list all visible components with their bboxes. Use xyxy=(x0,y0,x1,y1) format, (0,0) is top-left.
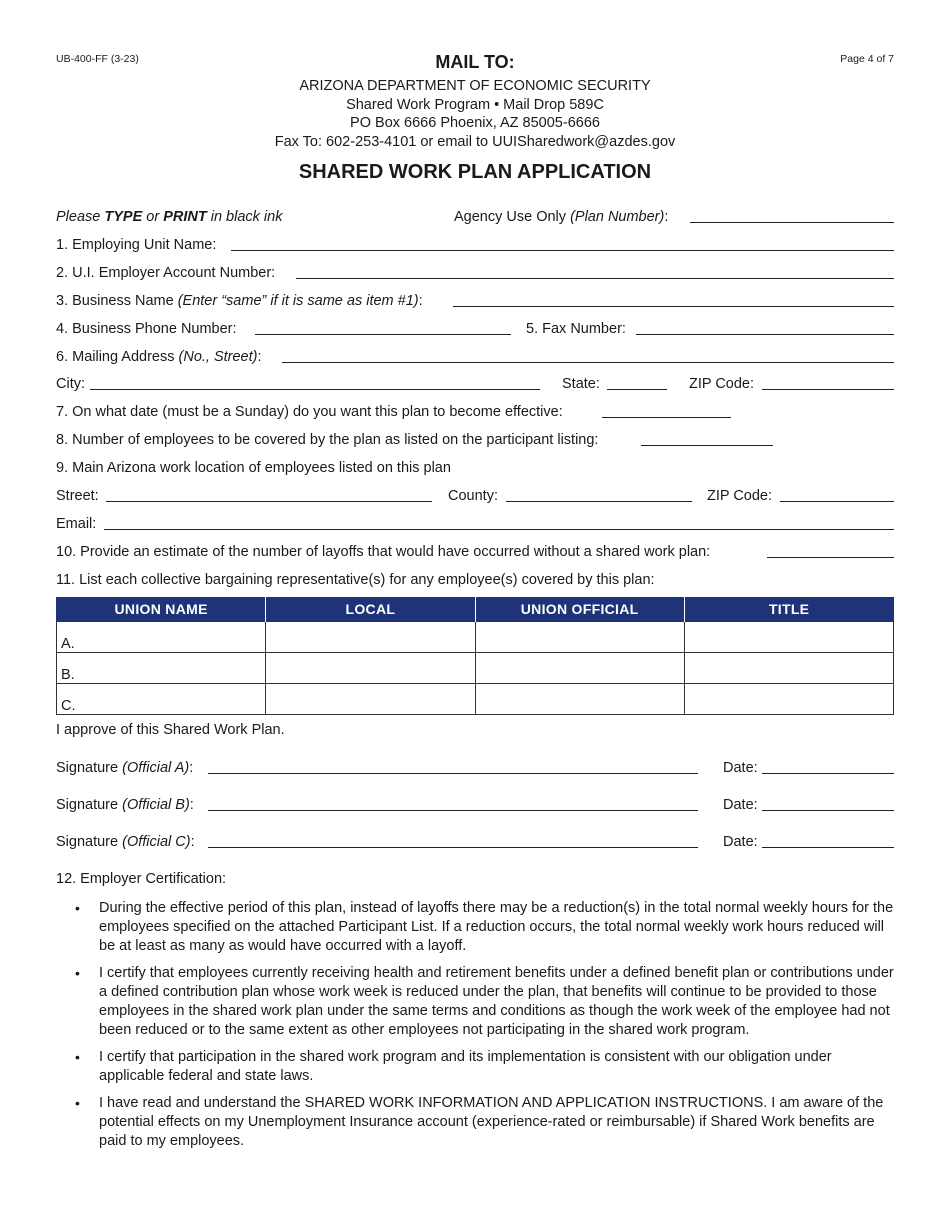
work-location-label: 9. Main Arizona work location of employees listed on this plan xyxy=(56,460,451,476)
account-number-field[interactable] xyxy=(296,263,894,279)
union-name-cell[interactable]: B. xyxy=(57,653,266,684)
form-code: UB-400-FF (3-23) xyxy=(56,53,139,65)
business-phone-label: 4. Business Phone Number: xyxy=(56,321,237,337)
email-field[interactable] xyxy=(104,514,894,530)
layoffs-estimate-row xyxy=(56,542,894,562)
approval-text: I approve of this Shared Work Plan. xyxy=(56,722,285,738)
city-field[interactable] xyxy=(90,374,540,390)
date-c-label: Date: xyxy=(723,834,758,850)
instructions-row xyxy=(56,207,894,227)
mail-to-heading: MAIL TO: xyxy=(435,52,515,72)
list-item xyxy=(56,1048,894,1086)
col-union-name: UNION NAME xyxy=(57,597,266,622)
bullet-icon: • xyxy=(75,1049,80,1065)
state-field[interactable] xyxy=(607,374,667,390)
union-name-cell[interactable]: C. xyxy=(57,684,266,715)
mailing-address-label: 6. Mailing Address (No., Street): xyxy=(56,349,262,365)
effective-date-label: 7. On what date (must be a Sunday) do you want this plan to become effective: xyxy=(56,404,563,420)
list-item xyxy=(56,964,894,1040)
account-number-row xyxy=(56,263,894,283)
signature-b-label: Signature (Official B): xyxy=(56,797,194,813)
email-label: Email: xyxy=(56,516,97,532)
agency-use-label: Agency Use Only (Plan Number): xyxy=(454,209,669,225)
certification-text: I have read and understand the SHARED WORK INFORMATION AND APPLICATION INSTRUCTIONS. I am aware of the potential effects on my Unemployment Insurance account (experience-rated or reimbursable) if Shared Work benefits are paid to my employees. xyxy=(99,1095,884,1149)
signature-c-label: Signature (Official C): xyxy=(56,834,195,850)
union-name-cell[interactable]: A. xyxy=(57,622,266,653)
signature-row-b xyxy=(56,795,894,815)
effective-date-row xyxy=(56,402,894,422)
bullet-icon: • xyxy=(75,965,80,981)
page-title: SHARED WORK PLAN APPLICATION xyxy=(298,161,652,183)
title-cell[interactable] xyxy=(684,653,893,684)
zip2-field[interactable] xyxy=(780,486,894,502)
program-line: Shared Work Program • Mail Drop 589C xyxy=(346,96,604,113)
title-cell[interactable] xyxy=(684,684,893,715)
agency-name: ARIZONA DEPARTMENT OF ECONOMIC SECURITY xyxy=(299,78,651,94)
layoffs-estimate-field[interactable] xyxy=(767,542,894,558)
fax-number-field[interactable] xyxy=(636,319,894,335)
work-location-row xyxy=(56,458,894,478)
business-name-field[interactable] xyxy=(453,291,894,307)
signature-row-c xyxy=(56,832,894,852)
table-row xyxy=(57,622,894,653)
street-label: Street: xyxy=(56,488,99,504)
list-item xyxy=(56,1094,894,1151)
col-union-official: UNION OFFICIAL xyxy=(475,597,684,622)
city-label: City: xyxy=(56,376,85,392)
list-item xyxy=(56,899,894,956)
business-phone-field[interactable] xyxy=(255,319,511,335)
signature-a-field[interactable] xyxy=(208,758,698,774)
effective-date-field[interactable] xyxy=(602,402,731,418)
employing-unit-label: 1. Employing Unit Name: xyxy=(56,237,217,253)
zip2-label: ZIP Code: xyxy=(707,488,773,504)
certification-heading xyxy=(56,869,894,889)
date-c-field[interactable] xyxy=(762,832,894,848)
bargaining-rep-row xyxy=(56,570,894,590)
table-row xyxy=(57,684,894,715)
certification-heading-text: 12. Employer Certification: xyxy=(56,871,227,887)
signature-a-label: Signature (Official A): xyxy=(56,760,194,776)
union-official-cell[interactable] xyxy=(475,622,684,653)
local-cell[interactable] xyxy=(266,653,475,684)
mailing-address-field[interactable] xyxy=(282,347,894,363)
fax-email-line: Fax To: 602-253-4101 or email to UUISharedwork@azdes.gov xyxy=(274,134,676,151)
business-name-label: 3. Business Name (Enter “same” if it is same as item #1): xyxy=(56,293,423,309)
zip-field[interactable] xyxy=(762,374,894,390)
table-row xyxy=(57,653,894,684)
local-cell[interactable] xyxy=(266,622,475,653)
layoffs-estimate-label: 10. Provide an estimate of the number of layoffs that would have occurred without a shared work plan: xyxy=(56,544,711,560)
bullet-icon: • xyxy=(75,1095,80,1111)
title-cell[interactable] xyxy=(684,622,893,653)
union-official-cell[interactable] xyxy=(475,684,684,715)
date-a-field[interactable] xyxy=(762,758,894,774)
zip-label: ZIP Code: xyxy=(689,376,755,392)
county-label: County: xyxy=(448,488,498,504)
certification-list xyxy=(56,899,894,1159)
state-label: State: xyxy=(562,376,600,392)
union-table xyxy=(56,597,894,715)
employee-count-row xyxy=(56,430,894,450)
ink-instructions: Please TYPE or PRINT in black ink xyxy=(56,209,283,225)
date-a-label: Date: xyxy=(723,760,758,776)
business-name-row xyxy=(56,291,894,311)
signature-row-a xyxy=(56,758,894,778)
certification-text: I certify that participation in the shared work program and its implementation is consistent with our obligation under applicable federal and state laws. xyxy=(99,1049,832,1084)
mailing-address-row xyxy=(56,347,894,367)
bullet-icon: • xyxy=(75,900,80,916)
col-local: LOCAL xyxy=(266,597,475,622)
certification-text: I certify that employees currently receiving health and retirement benefits under a defined benefit plan or contributions under a defined contribution plan whose work week is reduced under the plan, that benefits will continue to be provided to those employees in the shared work plan under the same terms and conditions as though the work week of the employee had not been reduced or to the same extent as other employees not participating in the shared work program. xyxy=(99,965,894,1038)
street-county-zip-row xyxy=(56,486,894,506)
city-state-zip-row xyxy=(56,374,894,394)
street-field[interactable] xyxy=(106,486,432,502)
page-number: Page 4 of 7 xyxy=(840,53,894,65)
employee-count-field[interactable] xyxy=(641,430,773,446)
approval-statement xyxy=(56,720,894,740)
fax-number-label: 5. Fax Number: xyxy=(526,321,626,337)
account-number-label: 2. U.I. Employer Account Number: xyxy=(56,265,276,281)
signature-c-field[interactable] xyxy=(208,832,698,848)
col-title: TITLE xyxy=(684,597,893,622)
local-cell[interactable] xyxy=(266,684,475,715)
union-official-cell[interactable] xyxy=(475,653,684,684)
employing-unit-row xyxy=(56,235,894,255)
signature-b-field[interactable] xyxy=(208,795,698,811)
email-row xyxy=(56,514,894,534)
plan-number-field[interactable] xyxy=(690,207,894,223)
date-b-label: Date: xyxy=(723,797,758,813)
employee-count-label: 8. Number of employees to be covered by the plan as listed on the participant listing: xyxy=(56,432,599,448)
county-field[interactable] xyxy=(506,486,692,502)
phone-fax-row xyxy=(56,319,894,339)
certification-text: During the effective period of this plan, instead of layoffs there may be a reduction(s) in the total normal weekly hours for the employees specified on the attached Participant List. If a reduction occurs, the total normal weekly work hours reduced will be at least as many as would have occurred with a layoff. xyxy=(99,900,894,954)
mailing-address-block xyxy=(0,77,950,152)
employing-unit-field[interactable] xyxy=(231,235,894,251)
date-b-field[interactable] xyxy=(762,795,894,811)
bargaining-rep-label: 11. List each collective bargaining representative(s) for any employee(s) covered by this plan: xyxy=(56,572,655,588)
po-box-line: PO Box 6666 Phoenix, AZ 85005-6666 xyxy=(350,115,600,132)
union-table-header xyxy=(57,597,894,622)
